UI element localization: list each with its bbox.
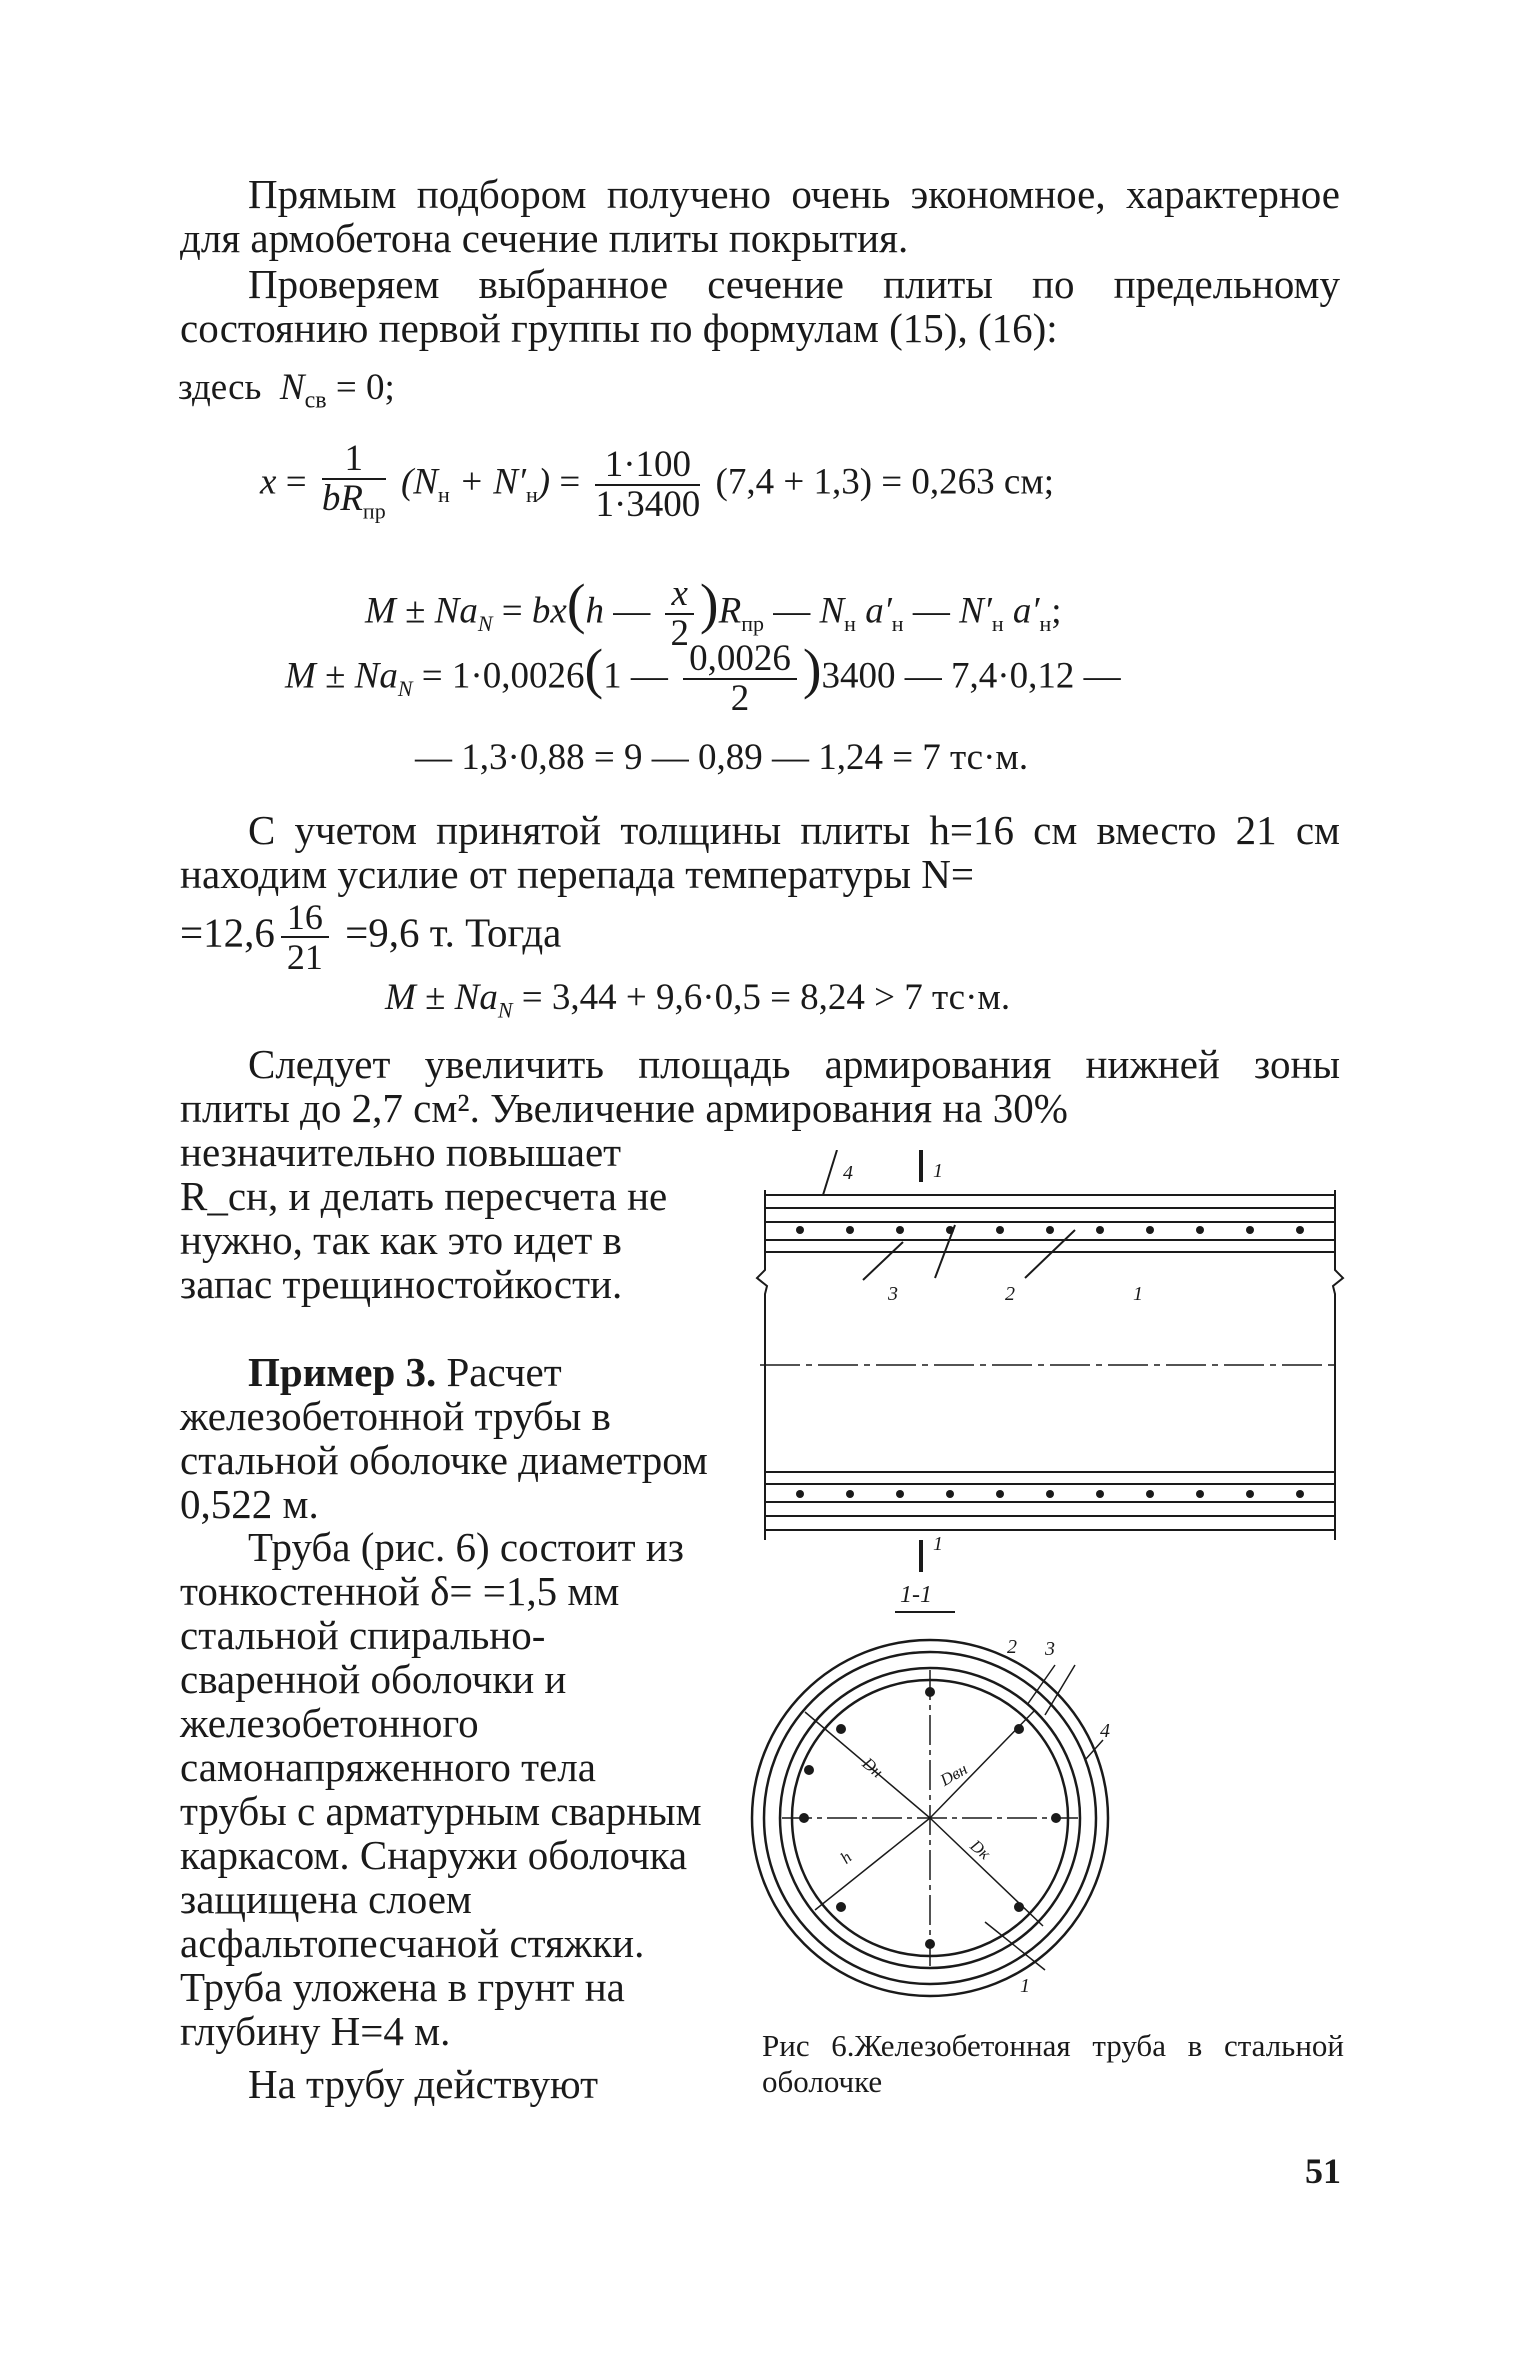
paragraph-1-text: Прямым подбором получено очень экономное, характерное для армобетона сечение плиты покрытия. bbox=[180, 171, 1340, 261]
figure-section-mark-bottom: 1 bbox=[933, 1533, 943, 1555]
paragraph-4-continued-text: незначительно повышает R_сн, и делать пересчета не нужно, так как это идет в запас трещиностойкости. bbox=[180, 1129, 668, 1307]
formula-moment-2: $M \pm Na_N = 1\cdot 0,0026(1$ — $\frac{0,0026}{2}$ )3400 — 7,4·0,12 — bbox=[285, 638, 1121, 719]
figure-label-1-right: 1 bbox=[1133, 1283, 1143, 1305]
paragraph-6-text: Труба (рис. 6) состоит из тонкостенной δ= =1,5 мм стальной спирально-сваренной оболочки и железобетонного самонапряженного тела трубы с арматурным сварным каркасом. Снаружи оболочка защищена слоем асфальтопесчаной стяжки. Труба уложена в грунт на глубину H=4 м. bbox=[180, 1524, 702, 2054]
paragraph-2 bbox=[180, 262, 1340, 350]
formula-moment-3: — 1,3·0,88 = 9 — 0,89 — 1,24 = 7 тс·м. bbox=[415, 737, 1029, 778]
figure-label-1-top: 1 bbox=[933, 1160, 943, 1182]
paragraph-7-text: На трубу действуют bbox=[248, 2061, 599, 2107]
formula-moment-4: $M \pm Na_N = 3,44 + 9,6\cdot 0,5 = 8,24 > 7$ тс·м. bbox=[385, 977, 1011, 1023]
figure-section-title: 1-1 bbox=[900, 1582, 932, 1608]
figure-label-3: 3 bbox=[888, 1283, 898, 1305]
formula-moment-1: $M \pm Na_N = bx(h$ — $\frac{x}{2}$ )$R_{пр}$ — $N_н$ $a'_н$ — $N'_н$ $a'_н$; bbox=[365, 573, 1062, 654]
paragraph-6 bbox=[180, 1525, 712, 2053]
paragraph-4-continued bbox=[180, 1130, 712, 1306]
circle-label-h: h bbox=[836, 1847, 856, 1868]
paragraph-4 bbox=[180, 1042, 1340, 1130]
circle-label-4: 4 bbox=[1100, 1720, 1110, 1742]
circle-label-dk: Dк bbox=[966, 1835, 995, 1864]
formula-here: здесь $N_{св} = 0$; bbox=[178, 367, 395, 414]
circle-label-3: 3 bbox=[1045, 1638, 1055, 1660]
example-3 bbox=[180, 1350, 712, 1526]
figure-caption bbox=[762, 2028, 1344, 2100]
figure-label-2: 2 bbox=[1005, 1283, 1015, 1305]
paragraph-3-text: С учетом принятой толщины плиты h=16 см вместо 21 см находим усилие от перепада температуры N= bbox=[180, 807, 1340, 897]
circle-label-dvn: Dвн bbox=[936, 1759, 971, 1790]
paragraph-4-text: Следует увеличить площадь армирования нижней зоны плиты до 2,7 см². Увеличение армирования на 30% bbox=[180, 1041, 1340, 1131]
paragraph-2-text: Проверяем выбранное сечение плиты по предельному состоянию первой группы по формулам (15), (16): bbox=[180, 261, 1340, 351]
paragraph-7 bbox=[180, 2062, 712, 2106]
paragraph-3 bbox=[180, 808, 1340, 896]
paragraph-3-continued: =12,6 $\frac{16}{21}$ =9,6 т. Тогда bbox=[180, 897, 562, 977]
formula-x: x = $\frac{1}{bR_{пр}}$ $(N_н + N'_н)$ = $\frac{1\cdot 100}{1\cdot 3400}$ (7,4 + 1,3) = 0,263 см; bbox=[260, 438, 1055, 526]
circle-label-dn: Dн bbox=[858, 1753, 887, 1782]
figure-caption-text: Рис 6.Железобетонная труба в стальной оболочке bbox=[762, 2028, 1344, 2099]
circle-label-2: 2 bbox=[1007, 1636, 1017, 1658]
example-3-title: Пример 3. bbox=[248, 1349, 437, 1395]
figure-label-4-top: 4 bbox=[843, 1162, 853, 1184]
example-3-text: Расчет железобетонной трубы в стальной оболочке диаметром 0,522 м. bbox=[180, 1349, 708, 1527]
paragraph-1 bbox=[180, 172, 1340, 260]
page-number: 51 bbox=[1305, 2151, 1341, 2191]
circle-label-1: 1 bbox=[1020, 1975, 1030, 1997]
